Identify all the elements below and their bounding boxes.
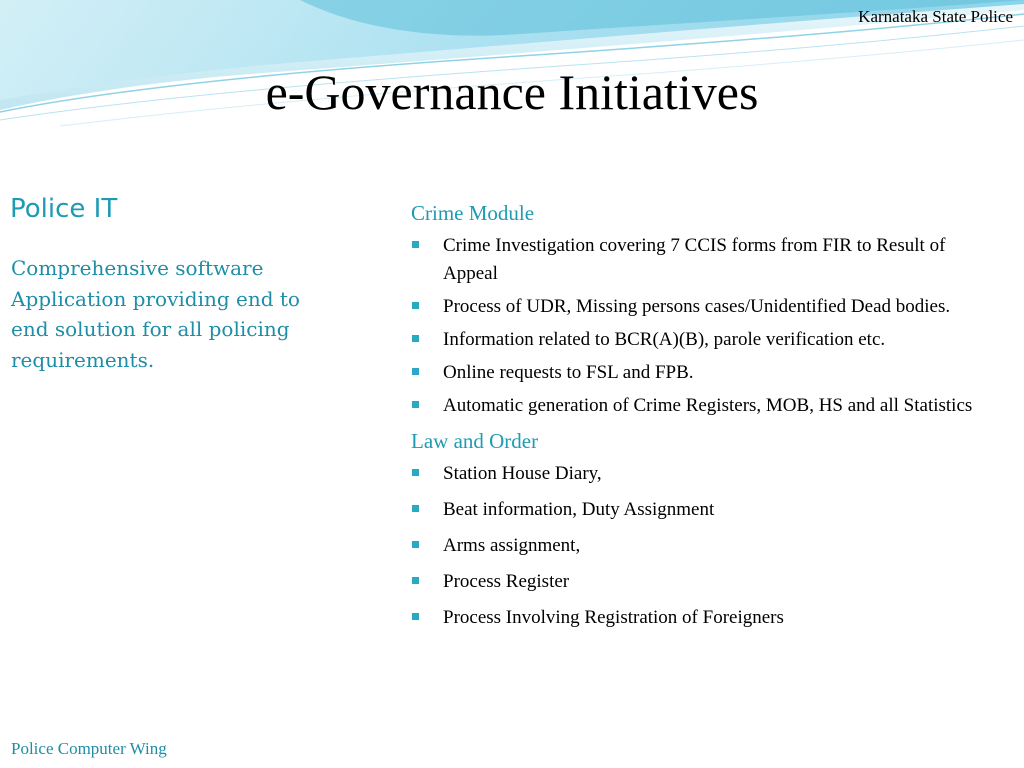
list-item-text: Station House Diary,: [443, 463, 602, 484]
square-bullet-icon: [412, 577, 419, 584]
list-item: [411, 232, 993, 288]
list-item: [411, 604, 993, 632]
crime-module-list: [411, 232, 1011, 420]
list-item: [411, 293, 993, 321]
list-item-text: Process of UDR, Missing persons cases/Unidentified Dead bodies.: [443, 296, 951, 317]
square-bullet-icon: [412, 401, 419, 408]
square-bullet-icon: [412, 302, 419, 309]
law-and-order-heading: Law and Order: [411, 429, 539, 453]
right-content: [411, 197, 1011, 640]
list-item-text: Automatic generation of Crime Registers, MOB, HS and all Statistics: [443, 395, 973, 416]
list-item-text: Process Involving Registration of Foreigners: [443, 607, 784, 628]
left-heading: Police IT: [10, 194, 118, 224]
list-item-text: Information related to BCR(A)(B), parole verification etc.: [443, 329, 886, 350]
square-bullet-icon: [412, 335, 419, 342]
slide-title: e-Governance Initiatives: [265, 64, 759, 120]
crime-module-heading: Crime Module: [411, 201, 535, 225]
list-item: [411, 532, 993, 560]
square-bullet-icon: [412, 505, 419, 512]
list-item-text: Arms assignment,: [443, 535, 581, 556]
list-item-text: Crime Investigation covering 7 CCIS forms from FIR to Result of Appeal: [443, 235, 946, 284]
list-item-text: Online requests to FSL and FPB.: [443, 362, 694, 383]
list-item: [411, 326, 993, 354]
square-bullet-icon: [412, 613, 419, 620]
square-bullet-icon: [412, 541, 419, 548]
list-item: [411, 392, 993, 420]
list-item: [411, 359, 993, 387]
square-bullet-icon: [412, 469, 419, 476]
org-name: Karnataka State Police: [858, 7, 1013, 26]
square-bullet-icon: [412, 241, 419, 248]
left-description: Comprehensive software Application providing end to end solution for all policing requirements.: [11, 256, 300, 372]
list-item: [411, 496, 993, 524]
list-item: [411, 568, 993, 596]
list-item: [411, 460, 993, 488]
law-and-order-list: [411, 460, 1011, 632]
list-item-text: Process Register: [443, 571, 570, 592]
list-item-text: Beat information, Duty Assignment: [443, 499, 715, 520]
footer-text: Police Computer Wing: [11, 739, 167, 758]
square-bullet-icon: [412, 368, 419, 375]
